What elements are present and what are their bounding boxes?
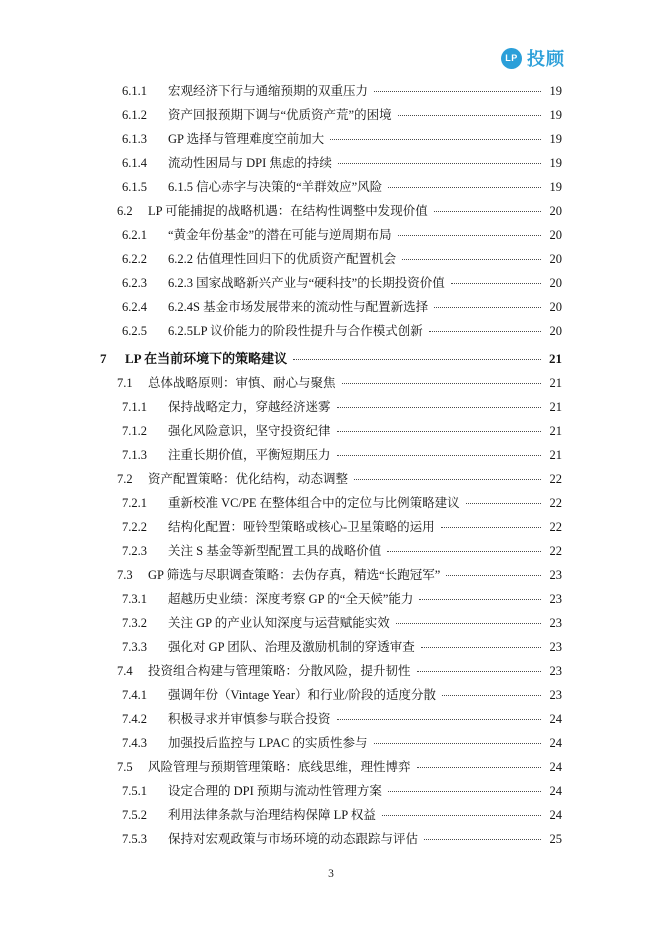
toc-entry-title: 流动性困局与 DPI 焦虑的持续: [168, 156, 332, 170]
toc-entry-page: 22: [549, 496, 562, 510]
toc-entry-title: 6.2.3 国家战略新兴产业与“硬科技”的长期投资价值: [168, 276, 445, 290]
toc-entry-title: 关注 S 基金等新型配置工具的战略价值: [168, 544, 382, 558]
toc-entry[interactable]: [100, 683, 562, 707]
toc-entry-page: 20: [549, 324, 562, 338]
toc-entry-title: 总体战略原则：审慎、耐心与聚焦: [148, 376, 336, 390]
toc-entry-number: 6.1.4: [122, 156, 147, 170]
toc-entry-title: 资产回报预期下调与“优质资产荒”的困境: [168, 108, 392, 122]
toc-dot-leader: [446, 575, 541, 576]
toc-entry-title: 6.2.2 估值理性回归下的优质资产配置机会: [168, 252, 397, 266]
toc-entry-page: 19: [549, 180, 562, 194]
toc-entry-number: 7.1: [117, 376, 133, 390]
toc-entry-page: 19: [549, 156, 562, 170]
toc-entry-number: 6.2.3: [122, 276, 147, 290]
logo-brand-text: 投顾: [527, 49, 565, 69]
toc-entry-page: 21: [549, 351, 562, 366]
toc-entry[interactable]: [100, 443, 562, 467]
brand-logo: [501, 45, 565, 71]
toc-entry[interactable]: [100, 295, 562, 319]
toc-dot-leader: [337, 719, 541, 720]
toc-entry-number: 6.2.1: [122, 228, 147, 242]
toc-dot-leader: [374, 91, 541, 92]
toc-entry-page: 23: [549, 592, 562, 606]
toc-entry[interactable]: [100, 779, 562, 803]
toc-entry[interactable]: [100, 247, 562, 271]
toc-entry-page: 21: [549, 376, 562, 390]
toc-entry-title: 宏观经济下行与通缩预期的双重压力: [168, 84, 369, 98]
toc-dot-leader: [338, 163, 541, 164]
toc-entry-number: 7.3.3: [122, 640, 147, 654]
toc-entry-number: 7.1.3: [122, 448, 147, 462]
toc-dot-leader: [342, 383, 541, 384]
toc-dot-leader: [434, 211, 541, 212]
toc-entry-page: 24: [549, 712, 562, 726]
toc-entry-page: 22: [549, 472, 562, 486]
toc-entry-title: 重新校准 VC/PE 在整体组合中的定位与比例策略建议: [168, 496, 460, 510]
toc-entry-title: GP 选择与管理难度空前加大: [168, 132, 325, 146]
toc-dot-leader: [337, 455, 541, 456]
toc-entry-number: 7.2.2: [122, 520, 147, 534]
toc-dot-leader: [337, 431, 541, 432]
toc-entry-title: 投资组合构建与管理策略：分散风险，提升韧性: [148, 664, 411, 678]
toc-entry-page: 20: [549, 276, 562, 290]
toc-dot-leader: [388, 791, 541, 792]
toc-entry-page: 21: [549, 424, 562, 438]
toc-list: [100, 79, 562, 851]
toc-entry[interactable]: [100, 515, 562, 539]
toc-dot-leader: [402, 259, 541, 260]
toc-dot-leader: [337, 407, 541, 408]
toc-entry-page: 23: [549, 568, 562, 582]
toc-dot-leader: [466, 503, 541, 504]
toc-entry[interactable]: [100, 587, 562, 611]
toc-entry-page: 23: [549, 640, 562, 654]
toc-dot-leader: [417, 767, 541, 768]
toc-entry-title: 结构化配置：哑铃型策略或核心-卫星策略的运用: [168, 520, 435, 534]
toc-entry[interactable]: [100, 491, 562, 515]
toc-entry-title: 积极寻求并审慎参与联合投资: [168, 712, 331, 726]
toc-entry-number: 7.4.2: [122, 712, 147, 726]
toc-entry-title: LP 在当前环境下的策略建议: [125, 351, 288, 366]
toc-entry-title: 资产配置策略：优化结构，动态调整: [148, 472, 349, 486]
toc-dot-leader: [424, 839, 541, 840]
toc-dot-leader: [382, 815, 541, 816]
toc-entry-number: 6.2: [117, 204, 133, 218]
toc-entry-number: 7: [100, 351, 107, 366]
toc-entry-page: 22: [549, 544, 562, 558]
toc-entry[interactable]: [100, 319, 562, 343]
toc-entry-title: 6.2.5LP 议价能力的阶段性提升与合作模式创新: [168, 324, 423, 338]
toc-dot-leader: [388, 187, 541, 188]
toc-entry[interactable]: [100, 151, 562, 175]
toc-entry-page: 20: [549, 252, 562, 266]
toc-entry-page: 24: [549, 736, 562, 750]
toc-entry-number: 7.4.3: [122, 736, 147, 750]
toc-entry-page: 21: [549, 400, 562, 414]
page-number: 3: [328, 868, 334, 880]
toc-entry-title: GP 筛选与尽职调查策略：去伪存真，精选“长跑冠军”: [148, 568, 441, 582]
toc-entry[interactable]: [100, 539, 562, 563]
toc-dot-leader: [387, 551, 541, 552]
toc-dot-leader: [354, 479, 541, 480]
toc-entry[interactable]: [100, 659, 562, 683]
toc-entry-number: 7.1.1: [122, 400, 147, 414]
toc-entry[interactable]: [100, 223, 562, 247]
toc-entry-title: 设定合理的 DPI 预期与流动性管理方案: [168, 784, 382, 798]
toc-dot-leader: [330, 139, 541, 140]
toc-entry-title: 利用法律条款与治理结构保障 LP 权益: [168, 808, 376, 822]
toc-dot-leader: [429, 331, 541, 332]
toc-entry-title: LP 可能捕捉的战略机遇：在结构性调整中发现价值: [148, 204, 428, 218]
toc-entry[interactable]: [100, 79, 562, 103]
toc-dot-leader: [374, 743, 541, 744]
toc-entry-page: 23: [549, 664, 562, 678]
toc-entry[interactable]: [100, 707, 562, 731]
toc-entry-page: 19: [549, 84, 562, 98]
toc-entry-number: 7.5.2: [122, 808, 147, 822]
toc-entry-number: 6.1.3: [122, 132, 147, 146]
toc-entry-page: 20: [549, 204, 562, 218]
toc-entry-number: 7.3.1: [122, 592, 147, 606]
toc-entry-page: 23: [549, 688, 562, 702]
toc-entry-page: 20: [549, 300, 562, 314]
toc-entry[interactable]: [100, 347, 562, 371]
toc-entry-title: 关注 GP 的产业认知深度与运营赋能实效: [168, 616, 390, 630]
toc-dot-leader: [419, 599, 541, 600]
toc-dot-leader: [417, 671, 541, 672]
toc-entry-title: 强化对 GP 团队、治理及激励机制的穿透审查: [168, 640, 415, 654]
toc-dot-leader: [434, 307, 541, 308]
toc-entry-page: 22: [549, 520, 562, 534]
toc-dot-leader: [398, 115, 541, 116]
toc-entry-page: 25: [549, 832, 562, 846]
toc-entry[interactable]: [100, 103, 562, 127]
toc-dot-leader: [441, 527, 541, 528]
toc-entry[interactable]: [100, 755, 562, 779]
toc-entry-page: 19: [549, 108, 562, 122]
toc-entry[interactable]: [100, 563, 562, 587]
toc-entry[interactable]: [100, 731, 562, 755]
toc-entry-number: 6.1.2: [122, 108, 147, 122]
toc-entry-number: 7.4: [117, 664, 133, 678]
toc-entry[interactable]: [100, 419, 562, 443]
toc-entry[interactable]: [100, 395, 562, 419]
toc-entry-title: 强化风险意识，坚守投资纪律: [168, 424, 331, 438]
toc-entry-page: 23: [549, 616, 562, 630]
toc-entry-title: 风险管理与预期管理策略：底线思维，理性博弈: [148, 760, 411, 774]
toc-entry[interactable]: [100, 467, 562, 491]
toc-entry-title: 6.1.5 信心赤字与决策的“羊群效应”风险: [168, 180, 383, 194]
toc-entry-number: 6.1.1: [122, 84, 147, 98]
toc-entry-number: 7.3: [117, 568, 133, 582]
toc-entry-title: “黄金年份基金”的潜在可能与逆周期布局: [168, 228, 392, 242]
toc-entry-number: 6.1.5: [122, 180, 147, 194]
toc-entry-title: 保持战略定力，穿越经济迷雾: [168, 400, 331, 414]
toc-entry-page: 24: [549, 784, 562, 798]
page-footer: [0, 868, 662, 880]
toc-entry[interactable]: [100, 803, 562, 827]
toc-entry-number: 7.5.1: [122, 784, 147, 798]
toc-entry-title: 加强投后监控与 LPAC 的实质性参与: [168, 736, 368, 750]
toc-dot-leader: [398, 235, 541, 236]
toc-dot-leader: [293, 359, 541, 360]
toc-entry[interactable]: [100, 271, 562, 295]
toc-entry-page: 19: [549, 132, 562, 146]
logo-lp-icon: LP: [501, 48, 522, 69]
toc-entry-number: 7.2: [117, 472, 133, 486]
toc-entry-title: 超越历史业绩：深度考察 GP 的“全天候”能力: [168, 592, 414, 606]
toc-entry-title: 6.2.4S 基金市场发展带来的流动性与配置新选择: [168, 300, 429, 314]
toc-entry-page: 20: [549, 228, 562, 242]
toc-entry[interactable]: [100, 611, 562, 635]
toc-dot-leader: [442, 695, 541, 696]
toc-entry-page: 24: [549, 760, 562, 774]
toc-entry-number: 7.4.1: [122, 688, 147, 702]
toc-entry[interactable]: [100, 827, 562, 851]
toc-entry[interactable]: [100, 175, 562, 199]
toc-entry-page: 24: [549, 808, 562, 822]
toc-entry-number: 7.5: [117, 760, 133, 774]
toc-entry-number: 7.3.2: [122, 616, 147, 630]
toc-entry-title: 注重长期价值，平衡短期压力: [168, 448, 331, 462]
toc-entry-title: 保持对宏观政策与市场环境的动态跟踪与评估: [168, 832, 419, 846]
toc-entry-page: 21: [549, 448, 562, 462]
toc-entry-number: 6.2.5: [122, 324, 147, 338]
toc-entry-number: 6.2.2: [122, 252, 147, 266]
toc-entry-number: 7.1.2: [122, 424, 147, 438]
toc-dot-leader: [451, 283, 541, 284]
toc-entry-number: 6.2.4: [122, 300, 147, 314]
toc-entry[interactable]: [100, 127, 562, 151]
toc-dot-leader: [421, 647, 541, 648]
toc-entry-number: 7.5.3: [122, 832, 147, 846]
toc-entry[interactable]: [100, 635, 562, 659]
toc-entry-title: 强调年份（Vintage Year）和行业/阶段的适度分散: [168, 688, 436, 702]
toc-entry-number: 7.2.1: [122, 496, 147, 510]
toc-entry[interactable]: [100, 199, 562, 223]
toc-entry-number: 7.2.3: [122, 544, 147, 558]
toc-dot-leader: [396, 623, 541, 624]
toc-entry[interactable]: [100, 371, 562, 395]
